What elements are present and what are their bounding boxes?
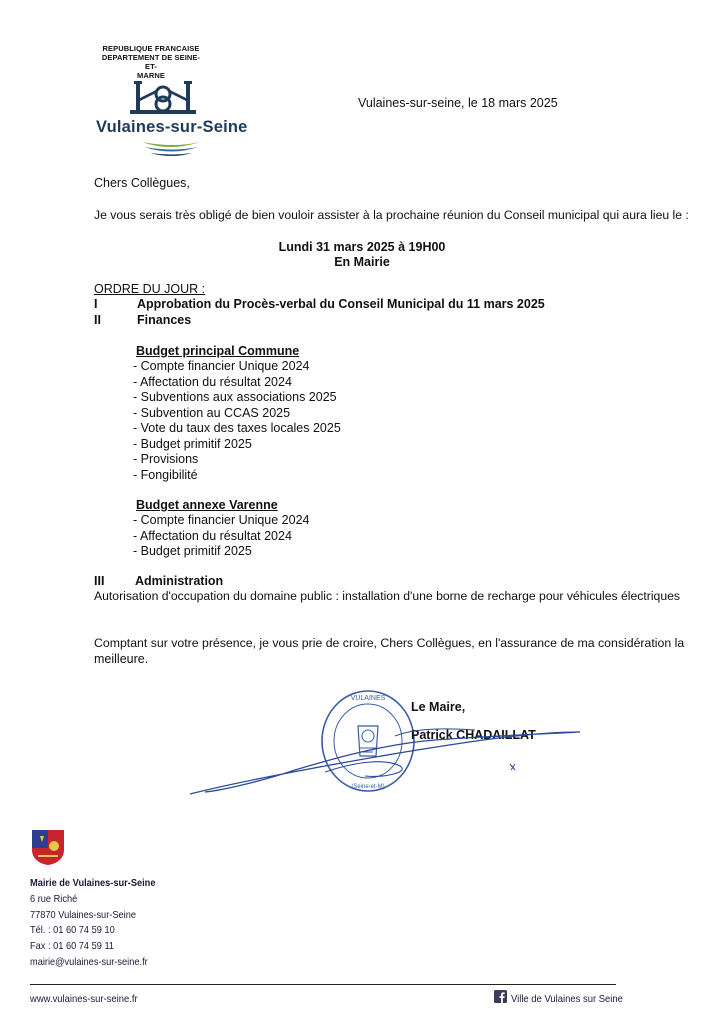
- budget-principal-title: Budget principal Commune: [136, 344, 300, 358]
- footer-email[interactable]: mairie@vulaines-sur-seine.fr: [30, 955, 148, 968]
- place-date: Vulaines-sur-seine, le 18 mars 2025: [358, 96, 558, 110]
- republic-line-2: DEPARTEMENT DE SEINE-ET-: [101, 53, 201, 71]
- closing-line-1: Comptant sur votre présence, je vous prie de croire, Chers Collègues, en l'assurance de ma considération la: [94, 636, 685, 650]
- list-item: - Subventions aux associations 2025: [133, 390, 337, 404]
- closing-line-2: meilleure.: [94, 652, 149, 666]
- svg-text:VULAINES: VULAINES: [350, 695, 386, 702]
- item-title-1: Approbation du Procès-verbal du Conseil Municipal du 11 mars 2025: [137, 297, 545, 311]
- list-item: - Provisions: [133, 452, 199, 466]
- budget-annexe-title: Budget annexe Varenne: [136, 498, 278, 512]
- footer-fax: Fax : 01 60 74 59 11: [30, 940, 115, 953]
- item-number-3: III: [94, 574, 105, 588]
- footer-divider: [30, 984, 616, 985]
- republic-line-3: MARNE: [137, 71, 165, 80]
- footer-address: [30, 876, 155, 971]
- footer-city: 77870 Vulaines-sur-Seine: [30, 908, 136, 921]
- republic-header: [96, 44, 206, 80]
- signer-role: Le Maire,: [411, 700, 466, 714]
- footer-org: Mairie de Vulaines-sur-Seine: [30, 877, 156, 889]
- item-number-1: I: [94, 297, 98, 311]
- meeting-date: Lundi 31 mars 2025 à 19H00: [278, 240, 446, 254]
- list-item: - Vote du taux des taxes locales 2025: [133, 421, 341, 435]
- list-item: - Budget primitif 2025: [133, 436, 252, 451]
- town-logo-icon: [128, 80, 198, 116]
- list-item: - Compte financier Unique 2024: [133, 513, 310, 527]
- footer-facebook-link[interactable]: Ville de Vulaines sur Seine: [511, 993, 623, 1005]
- agenda-title: ORDRE DU JOUR :: [94, 282, 206, 296]
- list-item: - Affectation du résultat 2024: [133, 528, 292, 543]
- item-number-2: II: [94, 313, 101, 327]
- logo-text: Vulaines-sur-Seine: [96, 118, 248, 136]
- list-item: - Budget primitif 2025: [133, 544, 252, 558]
- facebook-icon[interactable]: [494, 990, 507, 1003]
- item-title-2: Finances: [137, 313, 192, 327]
- logo-wave-icon: [140, 138, 202, 160]
- svg-text:(Seine-et-M): (Seine-et-M): [351, 784, 385, 790]
- republic-line-1: REPUBLIQUE FRANCAISE: [102, 44, 200, 53]
- list-item: - Affectation du résultat 2024: [133, 374, 292, 389]
- intro-text: Je vous serais très obligé de bien vouloir assister à la prochaine réunion du Conseil municipal qui aura lieu le :: [94, 208, 689, 222]
- town-crest-icon: [30, 828, 66, 866]
- signature-icon: [185, 718, 585, 800]
- salutation: Chers Collègues,: [94, 176, 190, 190]
- list-item: - Compte financier Unique 2024: [133, 359, 310, 373]
- budget-principal-list: [133, 359, 341, 483]
- list-item: - Fongibilité: [133, 467, 198, 482]
- budget-annexe-list: [133, 513, 310, 560]
- meeting-place: En Mairie: [334, 255, 390, 269]
- list-item: - Subvention au CCAS 2025: [133, 405, 291, 420]
- footer-tel: Tél. : 01 60 74 59 10: [30, 924, 115, 937]
- item-title-3: Administration: [135, 574, 224, 588]
- footer-website[interactable]: www.vulaines-sur-seine.fr: [30, 993, 138, 1005]
- footer-street: 6 rue Riché: [30, 892, 78, 905]
- administration-text: Autorisation d'occupation du domaine public : installation d'une borne de recharge pour véhicules électriques: [94, 589, 680, 603]
- signer-name: Patrick CHADAILLAT: [411, 728, 536, 742]
